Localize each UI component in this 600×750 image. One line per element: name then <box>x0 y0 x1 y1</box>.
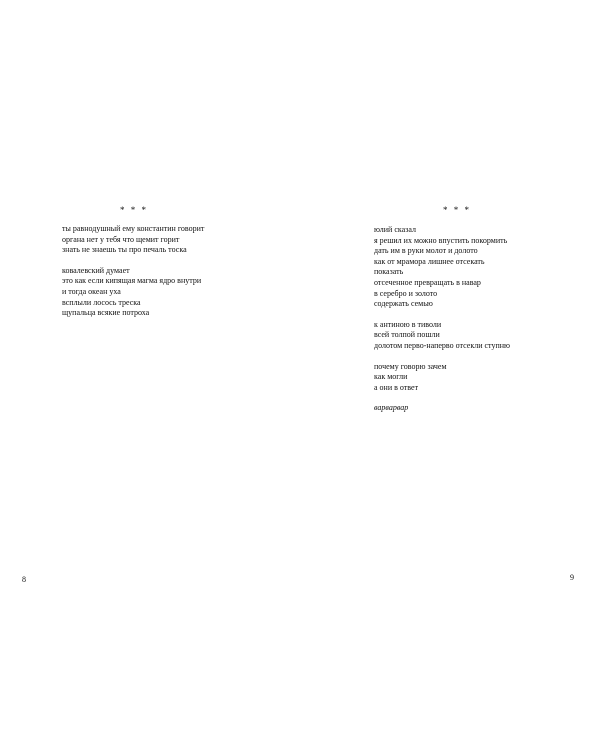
poem-right <box>374 225 510 414</box>
poem-line: почему говорю зачем <box>374 361 447 371</box>
poem-line: к антиною в тиволи <box>374 319 442 329</box>
poem-line: юлий сказал <box>374 225 416 234</box>
stanza <box>374 225 510 310</box>
poem-line: содержать семью <box>374 299 433 309</box>
stanza <box>62 224 204 256</box>
poem-separator: * * * <box>443 205 471 215</box>
poem-line: ты равнодушный ему константин говорит <box>62 224 205 233</box>
poem-line: показать <box>374 267 404 277</box>
poem-line: и тогда океан уха <box>62 286 121 296</box>
poem-line: ковалевский думает <box>62 265 130 275</box>
right-page <box>300 0 600 750</box>
poem-left <box>62 224 204 329</box>
page-number: 9 <box>570 573 574 582</box>
poem-line: как могли <box>374 372 408 382</box>
page-number: 8 <box>22 575 26 584</box>
poem-line: долотом перво-наперво отсекли ступню <box>374 340 510 350</box>
poem-line: органа нет у тебя что щемит горит <box>62 234 180 244</box>
poem-line: а они в ответ <box>374 382 419 392</box>
poem-line: это как если кипящая магма ядро внутри <box>62 276 202 286</box>
poem-line: дать им в руки молот и долото <box>374 246 478 256</box>
poem-line: я решил их можно впустить покормить <box>374 235 508 245</box>
poem-line: щупальца всякие потроха <box>62 308 150 318</box>
poem-separator: * * * <box>120 205 148 215</box>
stanza <box>374 320 510 352</box>
poem-line: как от мрамора лишнее отсекать <box>374 256 485 266</box>
poem-line: всей толпой пошли <box>374 330 440 340</box>
poem-line: всплыли лосось треска <box>62 297 141 307</box>
stanza <box>62 266 204 319</box>
poem-line: знать не знаешь ты про печаль тоска <box>62 245 187 255</box>
poem-line: отсеченное превращать в навар <box>374 277 481 287</box>
stanza <box>374 362 510 394</box>
poem-line: в серебро и золото <box>374 288 438 298</box>
poem-signature: варварвар <box>374 403 409 413</box>
